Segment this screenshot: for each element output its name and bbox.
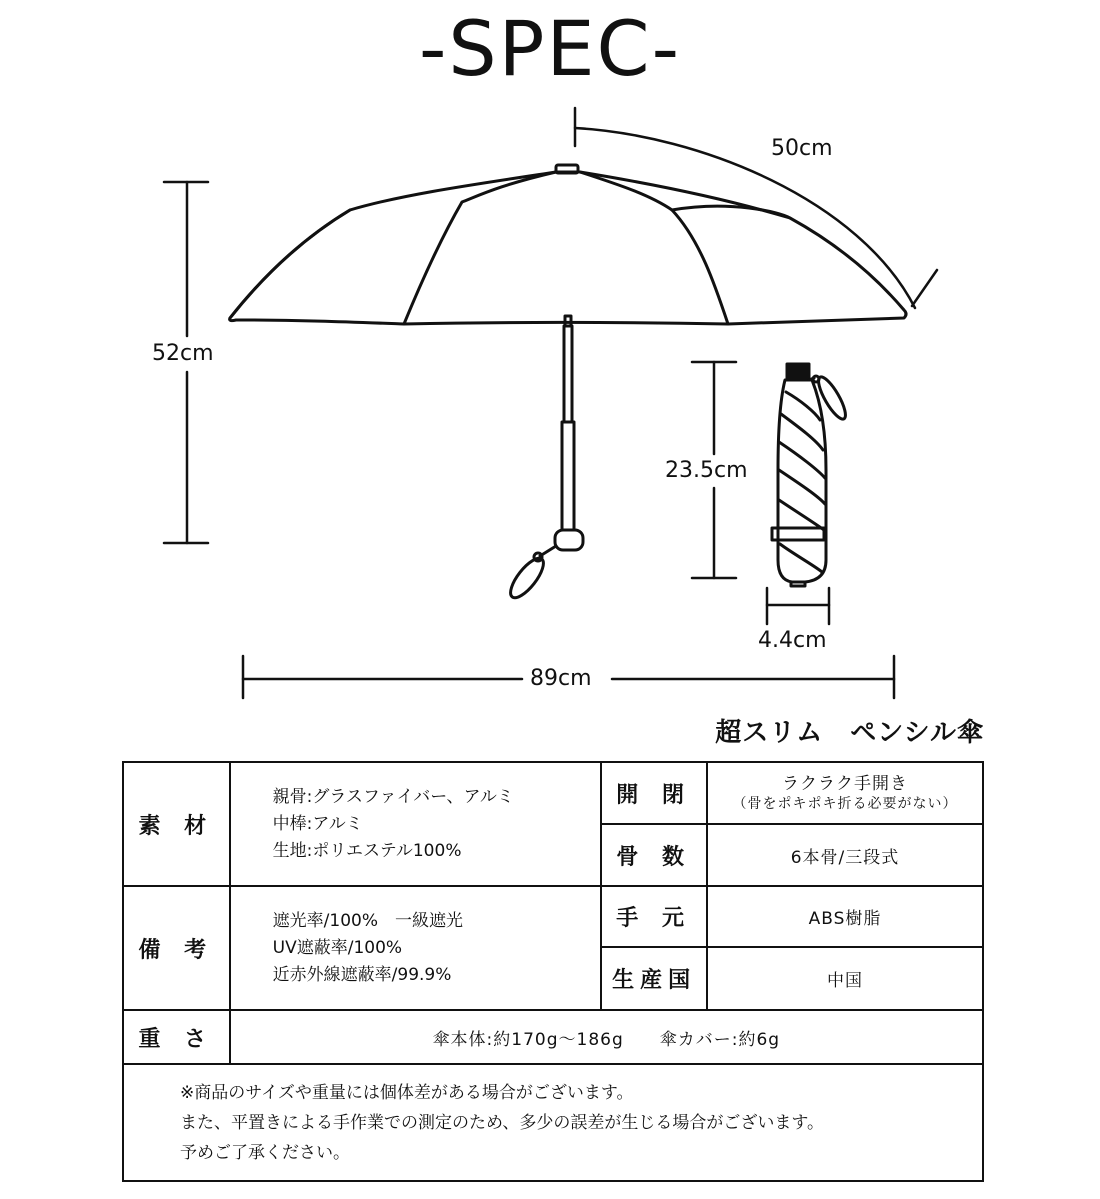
rib-left-inner [404, 172, 556, 324]
rib-length-arc [575, 128, 915, 308]
remarks-value [230, 886, 602, 1010]
folded-umbrella-illustration [772, 364, 850, 586]
ribs-label: 骨 数 [601, 824, 707, 886]
dimension-lines [164, 108, 937, 698]
handle-label: 手 元 [601, 886, 707, 947]
shaft-lower [562, 422, 574, 530]
ribs-value: 6本骨/三段式 [707, 824, 983, 886]
folded-tip [791, 582, 805, 586]
material-value [230, 762, 602, 886]
folded-body [778, 380, 826, 582]
open-value [707, 762, 983, 824]
rib-right-outer [672, 206, 790, 218]
origin-label: 生産国 [601, 947, 707, 1010]
folded-stripe-3 [779, 442, 825, 478]
canopy-outline [230, 172, 906, 324]
diameter-label: 89cm [526, 666, 596, 692]
spec-table [122, 761, 984, 1182]
handle [555, 530, 583, 550]
weight-label: 重 さ [123, 1010, 230, 1064]
folded-width-label: 4.4cm [754, 628, 831, 654]
note-line: 予めご了承ください。 [180, 1142, 350, 1163]
spec-title: -SPEC- [418, 4, 681, 93]
wrist-strap [505, 554, 549, 603]
shaft-upper [564, 326, 572, 422]
remarks-line: UV遮蔽率/100% [272, 937, 403, 958]
height-open-label: 52cm [148, 341, 218, 367]
folded-stripe-5 [779, 500, 824, 530]
rib-length-label: 50cm [767, 136, 837, 162]
canopy-tip [556, 165, 578, 173]
folded-stripe-1 [786, 392, 820, 420]
note-line: また、平置きによる手作業での測定のため、多少の誤差が生じる場合がございます。 [180, 1112, 824, 1133]
remarks-line: 遮光率/100% 一級遮光 [272, 910, 464, 931]
folded-tie-band [772, 528, 824, 540]
origin-value: 中国 [707, 947, 983, 1010]
handle-value: ABS樹脂 [707, 886, 983, 947]
open-label: 開 閉 [601, 762, 707, 824]
open-value-main: ラクラク手開き [781, 774, 908, 794]
open-value-note: （骨をポキポキ折る必要がない） [732, 796, 958, 812]
rib-length-end-tick [912, 270, 937, 306]
folded-stripe-2 [781, 414, 823, 450]
folded-stripe-4 [779, 470, 825, 504]
folded-length-label: 23.5cm [661, 458, 752, 484]
material-label: 素 材 [123, 762, 230, 886]
rib-left-outer [230, 210, 350, 318]
product-name: 超スリム ペンシル傘 [715, 718, 984, 748]
material-line: 中棒:アルミ [272, 813, 363, 834]
note-line: ※商品のサイズや重量には個体差がある場合がございます。 [180, 1082, 634, 1103]
folded-top-cap [787, 364, 809, 380]
folded-bottom-stripe [780, 544, 822, 572]
remarks-line: 近赤外線遮蔽率/99.9% [272, 964, 452, 985]
open-umbrella-illustration [230, 165, 906, 602]
notes-cell [123, 1064, 983, 1181]
material-line: 親骨:グラスファイバー、アルミ [272, 786, 514, 807]
weight-value: 傘本体:約170g～186g 傘カバー:約6g [230, 1010, 983, 1064]
material-line: 生地:ポリエステル100% [272, 840, 462, 861]
remarks-label: 備 考 [123, 886, 230, 1010]
